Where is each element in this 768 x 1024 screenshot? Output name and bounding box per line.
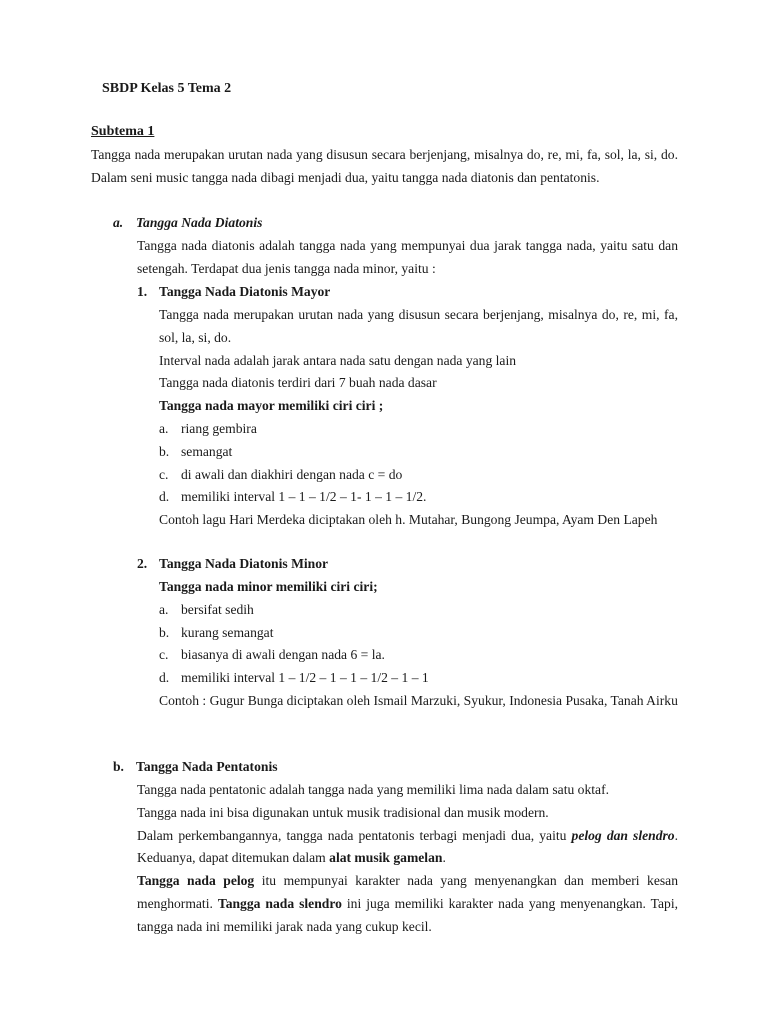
pentatonis-line-2: Tangga nada ini bisa digunakan untuk musik tradisional dan musik modern. xyxy=(137,804,549,820)
list-item xyxy=(159,464,678,487)
section-a-title: Tangga Nada Diatonis xyxy=(136,215,263,230)
list-item xyxy=(159,599,678,622)
gamelan-emphasis: alat musik gamelan xyxy=(329,850,443,866)
section-b-heading xyxy=(113,756,278,779)
list-text: memiliki interval 1 – 1 – 1/2 – 1- 1 – 1 – 1/2. xyxy=(181,489,427,505)
list-text: riang gembira xyxy=(181,420,257,436)
pentatonis-line-1: Tangga nada pentatonic adalah tangga nada yang memiliki lima nada dalam satu oktaf. xyxy=(137,782,610,797)
list-letter: c. xyxy=(159,466,169,482)
line3-text-pre: Dalam perkembangannya, tangga nada pentatonis terbagi menjadi dua, yaitu xyxy=(137,827,572,843)
section-a-heading xyxy=(113,212,262,235)
list-letter: a. xyxy=(159,601,169,617)
minor-traits-list xyxy=(159,599,678,690)
line3-text-end: . xyxy=(442,850,446,866)
slendro-description: ini juga memiliki karakter nada yang menyenangkan. Tapi, tangga nada ini memiliki jarak nada yang cukup kecil. xyxy=(137,895,679,934)
pentatonis-paragraph-4 xyxy=(137,870,678,938)
minor-marker: 2. xyxy=(137,556,148,571)
mayor-traits-heading: Tangga nada mayor memiliki ciri ciri ; xyxy=(159,398,384,414)
pelog-slendro-emphasis: pelog dan slendro xyxy=(571,827,675,843)
minor-heading xyxy=(137,553,328,576)
minor-example: Contoh : Gugur Bunga diciptakan oleh Ismail Marzuki, Syukur, Indonesia Pusaka, Tanah Airku xyxy=(159,692,678,708)
slendro-term: Tangga nada slendro xyxy=(217,895,342,911)
list-text: biasanya di awali dengan nada 6 = la. xyxy=(181,647,385,663)
list-letter: c. xyxy=(159,647,169,663)
mayor-example: Contoh lagu Hari Merdeka diciptakan oleh h. Mutahar, Bungong Jeumpa, Ayam Den Lapeh xyxy=(159,512,658,528)
list-letter: a. xyxy=(159,420,169,436)
document-title: SBDP Kelas 5 Tema 2 xyxy=(102,81,232,96)
mayor-text-1: Tangga nada merupakan urutan nada yang disusun secara berjenjang, misalnya do, re, mi, fa, sol, la, si, do. xyxy=(159,307,678,345)
section-b-marker: b. xyxy=(113,759,124,774)
list-item xyxy=(159,644,678,667)
list-text: bersifat sedih xyxy=(181,601,254,617)
list-text: memiliki interval 1 – 1/2 – 1 – 1 – 1/2 – 1 – 1 xyxy=(181,670,429,686)
list-letter: d. xyxy=(159,670,170,686)
mayor-traits-list xyxy=(159,418,678,509)
subtema-heading: Subtema 1 xyxy=(91,124,155,139)
section-b-body xyxy=(137,779,678,939)
minor-traits-heading: Tangga nada minor memiliki ciri ciri; xyxy=(159,579,378,594)
minor-title: Tangga Nada Diatonis Minor xyxy=(159,556,329,571)
list-item xyxy=(159,486,678,509)
section-a-marker: a. xyxy=(113,215,124,230)
list-letter: b. xyxy=(159,443,170,459)
section-a-description: Tangga nada diatonis adalah tangga nada yang mempunyai dua jarak tangga nada, yaitu satu dan setengah. Terdapat dua jenis tangga nada minor, yaitu : xyxy=(137,238,678,276)
mayor-marker: 1. xyxy=(137,284,148,299)
pelog-term: Tangga nada pelog xyxy=(137,873,255,889)
mayor-title: Tangga Nada Diatonis Mayor xyxy=(159,284,331,299)
section-b-title: Tangga Nada Pentatonis xyxy=(136,759,278,774)
line3-text-mid: . Keduanya, dapat ditemukan dalam xyxy=(137,827,679,866)
mayor-body xyxy=(159,304,678,532)
mayor-text-2: Interval nada adalah jarak antara nada satu dengan nada yang lain xyxy=(159,352,517,368)
intro-paragraph: Tangga nada merupakan urutan nada yang disusun secara berjenjang, misalnya do, re, mi, fa, sol, la, si, do. Dalam seni music tangga nada dibagi menjadi dua, yaitu tangga nada diatonis dan pentatonis. xyxy=(91,147,678,185)
list-text: semangat xyxy=(181,443,233,459)
list-item xyxy=(159,667,678,690)
mayor-heading xyxy=(137,281,330,304)
pentatonis-line-3 xyxy=(137,825,678,871)
list-letter: b. xyxy=(159,624,170,640)
minor-body xyxy=(159,576,678,713)
list-letter: d. xyxy=(159,489,170,505)
pelog-description: itu mempunyai karakter nada yang menyenangkan dan memberi kesan menghormati. xyxy=(137,873,678,911)
list-item xyxy=(159,622,678,645)
list-item xyxy=(159,418,678,441)
list-text: di awali dan diakhiri dengan nada c = do xyxy=(181,466,403,482)
list-text: kurang semangat xyxy=(181,624,274,640)
list-item xyxy=(159,441,678,464)
mayor-text-3: Tangga nada diatonis terdiri dari 7 buah nada dasar xyxy=(159,375,437,391)
